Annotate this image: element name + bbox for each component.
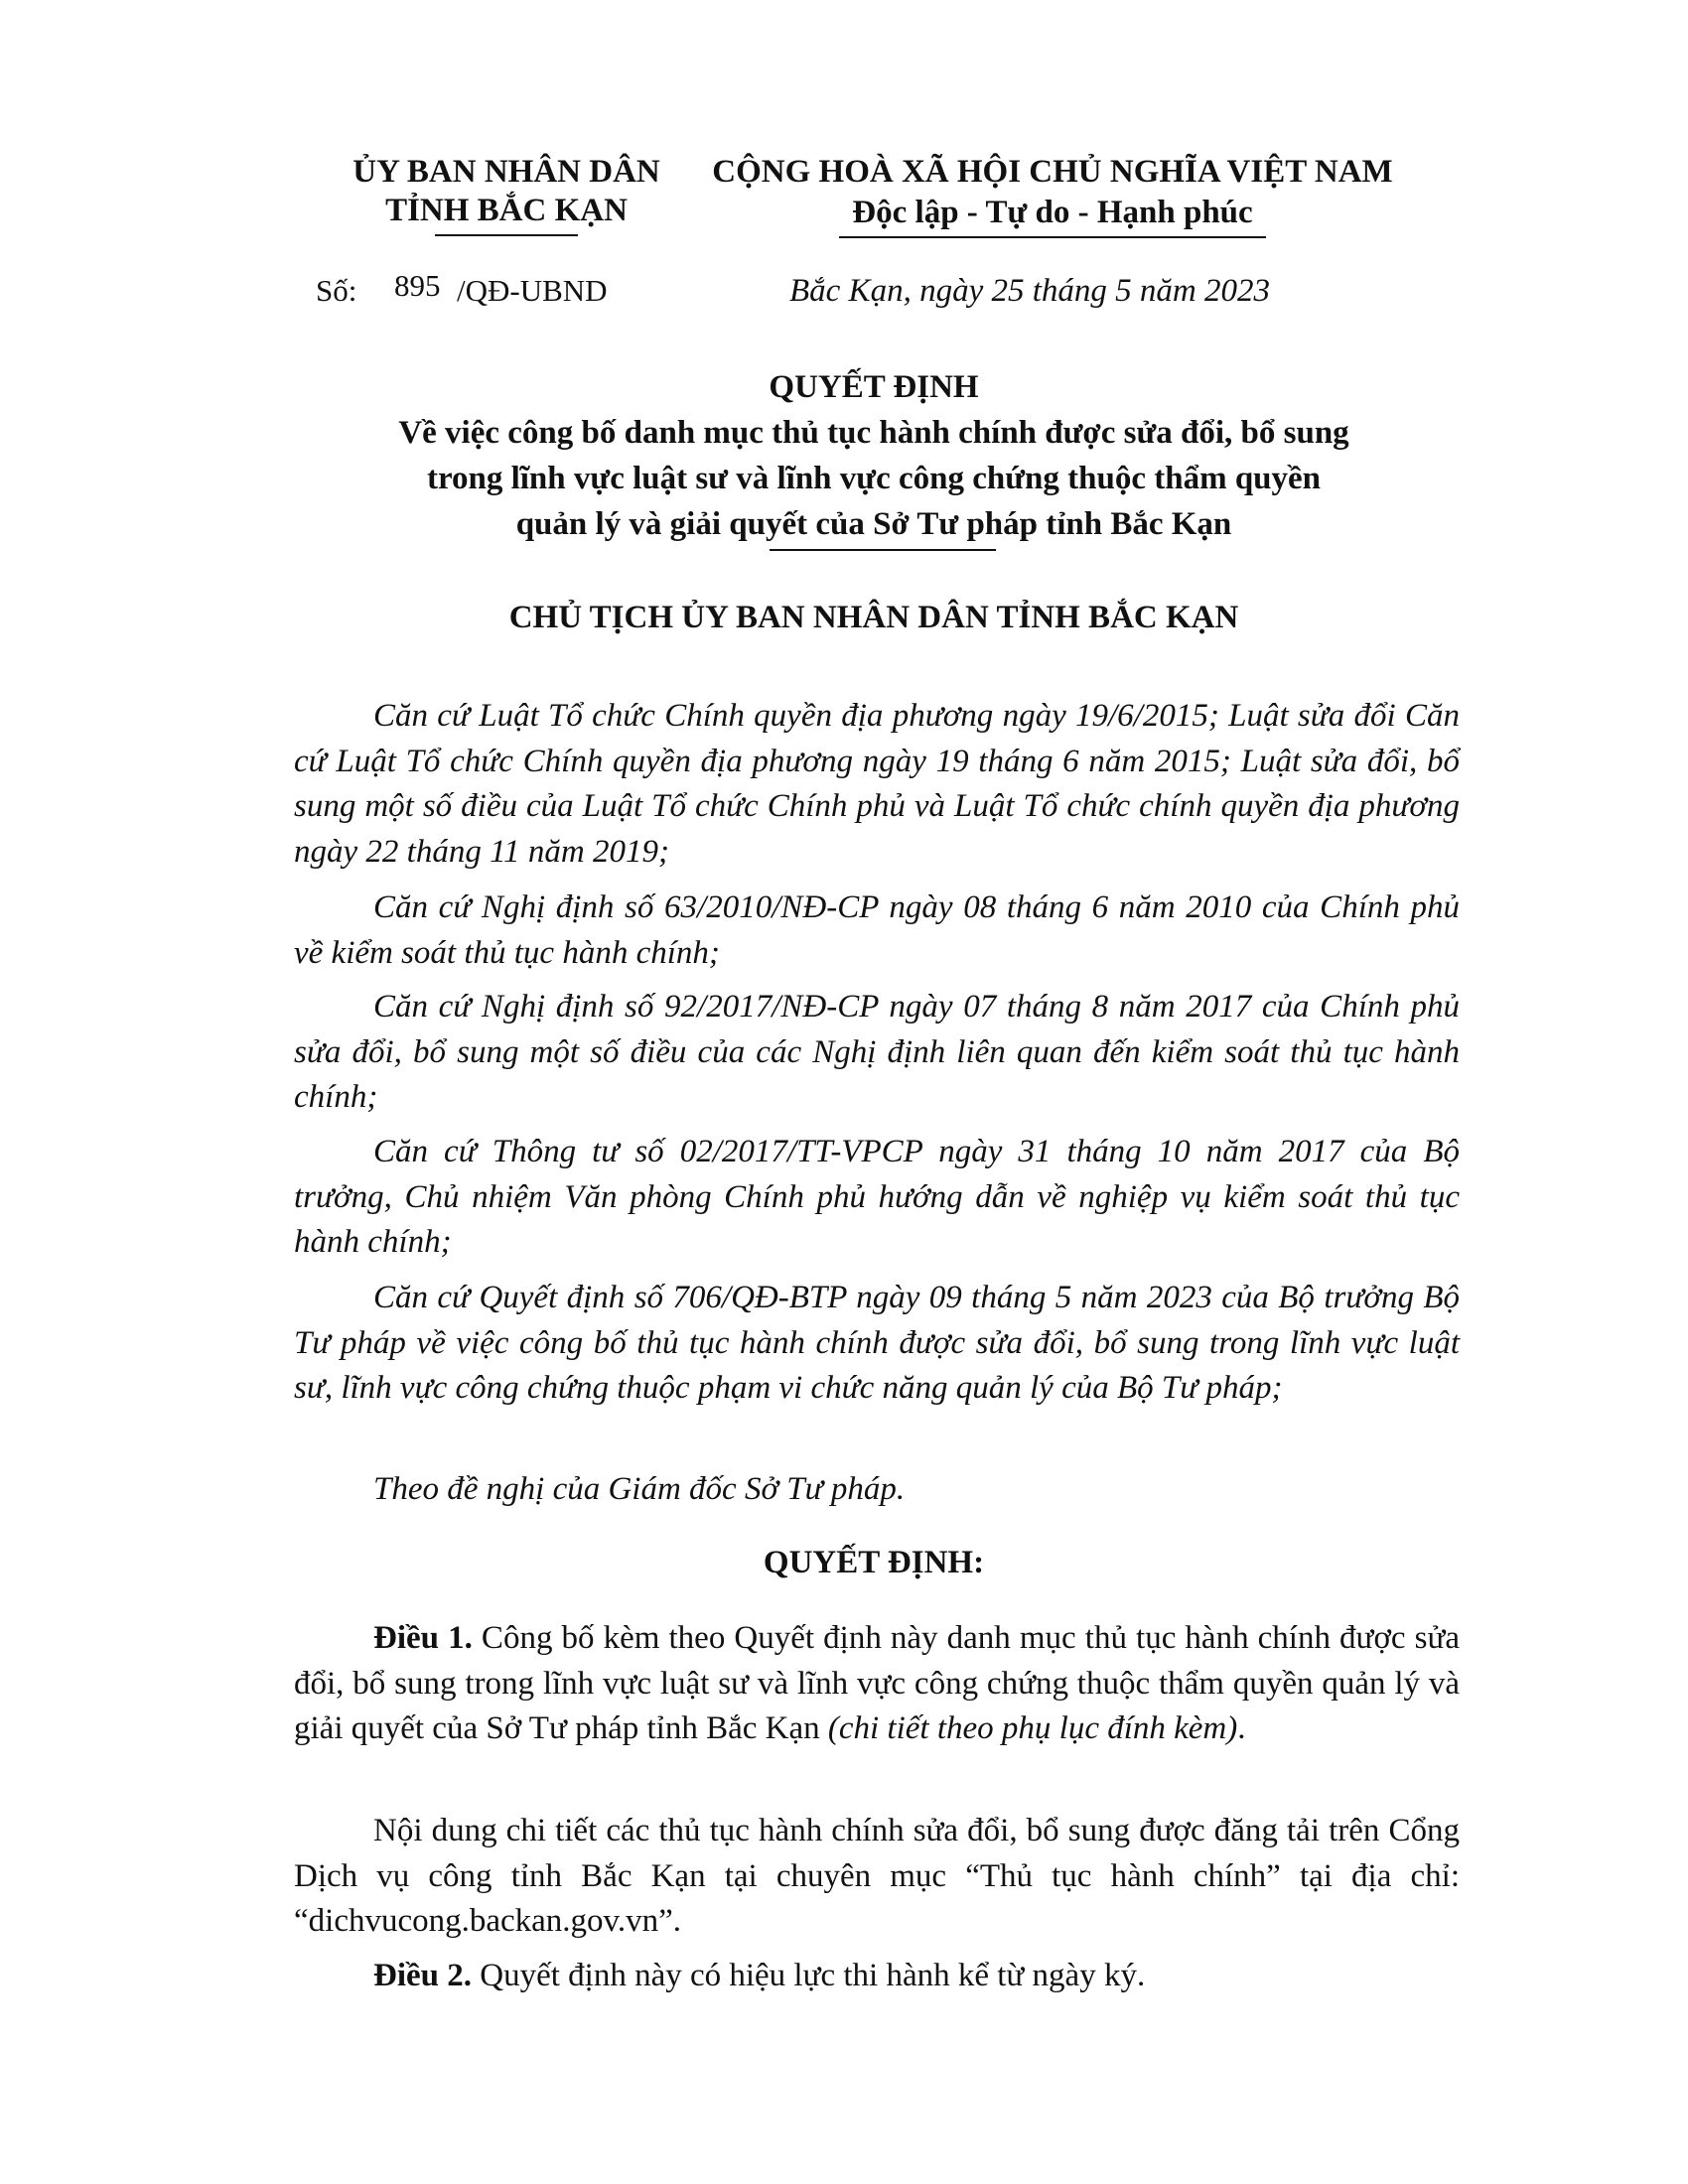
national-title: CỘNG HOÀ XÃ HỘI CHỦ NGHĨA VIỆT NAM (712, 154, 1393, 190)
article-2-text: Quyết định này có hiệu lực thi hành kể từ ngày ký. (472, 1958, 1146, 1993)
issuing-body-underline (435, 234, 578, 236)
article-2-label: Điều 2. (373, 1958, 472, 1993)
signing-authority: CHỦ TỊCH ỦY BAN NHÂN DÂN TỈNH BẮC KẠN (508, 600, 1239, 635)
document-date: Bắc Kạn, ngày 25 tháng 5 năm 2023 (789, 273, 1270, 309)
subject-underline (770, 549, 996, 551)
article-1-end: . (1237, 1710, 1246, 1746)
legal-basis-1: Căn cứ Luật Tổ chức Chính quyền địa phương ngày 19/6/2015; Luật sửa đổi Căn cứ Luật Tổ chức Chính quyền địa phương ngày 19 tháng 6 năm 2015; Luật sửa đổi, bổ sung một số điều của Luật Tổ chức Chính phủ và Luật Tổ chức chính quyền địa phương ngày 22 tháng 11 năm 2019; (294, 698, 1460, 870)
article-1-text: Công bố kèm theo Quyết định này danh mục thủ tục hành chính được sửa đổi, bổ sung trong lĩnh vực luật sư và lĩnh vực công chứng thuộc thẩm quyền quản lý và giải quyết của Sở Tư pháp tỉnh Bắc Kạn (294, 1620, 1461, 1746)
article-1-detail: Nội dung chi tiết các thủ tục hành chính sửa đổi, bổ sung được đăng tải trên Cổng Dịch vụ công tỉnh Bắc Kạn tại chuyên mục “Thủ tục hành chính” tại địa chỉ: “dichvucong.backan.gov.vn”. (294, 1813, 1460, 1939)
subject-line-3: quản lý và giải quyết của Sở Tư pháp tỉnh Bắc Kạn (515, 506, 1232, 542)
article-1-note: (chi tiết theo phụ lục đính kèm) (827, 1710, 1238, 1746)
legal-basis-6: Theo đề nghị của Giám đốc Sở Tư pháp. (373, 1471, 906, 1507)
decision-heading: QUYẾT ĐỊNH: (763, 1545, 985, 1580)
legal-basis-5: Căn cứ Quyết định số 706/QĐ-BTP ngày 09 tháng 5 năm 2023 của Bộ trưởng Bộ Tư pháp về việc công bố thủ tục hành chính được sửa đổi, bổ sung trong lĩnh vực luật sư, lĩnh vực công chứng thuộc phạm vi chức năng quản lý của Bộ Tư pháp; (294, 1280, 1460, 1406)
document-number-suffix: /QĐ-UBND (457, 273, 608, 308)
subject-line-2: trong lĩnh vực luật sư và lĩnh vực công chứng thuộc thẩm quyền (426, 461, 1322, 496)
issuing-body-line1: ỦY BAN NHÂN DÂN (352, 154, 660, 190)
national-motto-underline (839, 236, 1266, 238)
legal-basis-4: Căn cứ Thông tư số 02/2017/TT-VPCP ngày 31 tháng 10 năm 2017 của Bộ trưởng, Chủ nhiệm Văn phòng Chính phủ hướng dẫn về nghiệp vụ kiểm soát thủ tục hành chính; (294, 1134, 1460, 1260)
article-1-label: Điều 1. (373, 1620, 473, 1656)
document-number-value: 895 (394, 268, 441, 303)
issuing-body-line2: TỈNH BẮC KẠN (385, 193, 628, 228)
document-type-heading: QUYẾT ĐỊNH (769, 369, 979, 405)
legal-basis-2: Căn cứ Nghị định số 63/2010/NĐ-CP ngày 08 tháng 6 năm 2010 của Chính phủ về kiểm soát thủ tục hành chính; (294, 889, 1460, 971)
document-number-prefix: Số: (316, 273, 357, 308)
national-motto: Độc lập - Tự do - Hạnh phúc (852, 195, 1253, 230)
article-1 (294, 1616, 1460, 1752)
legal-basis-3: Căn cứ Nghị định số 92/2017/NĐ-CP ngày 07 tháng 8 năm 2017 của Chính phủ sửa đổi, bổ sung một số điều của các Nghị định liên quan đến kiểm soát thủ tục hành chính; (294, 989, 1460, 1115)
article-2 (294, 1954, 1460, 1999)
subject-line-1: Về việc công bố danh mục thủ tục hành chính được sửa đổi, bổ sung (398, 415, 1349, 451)
